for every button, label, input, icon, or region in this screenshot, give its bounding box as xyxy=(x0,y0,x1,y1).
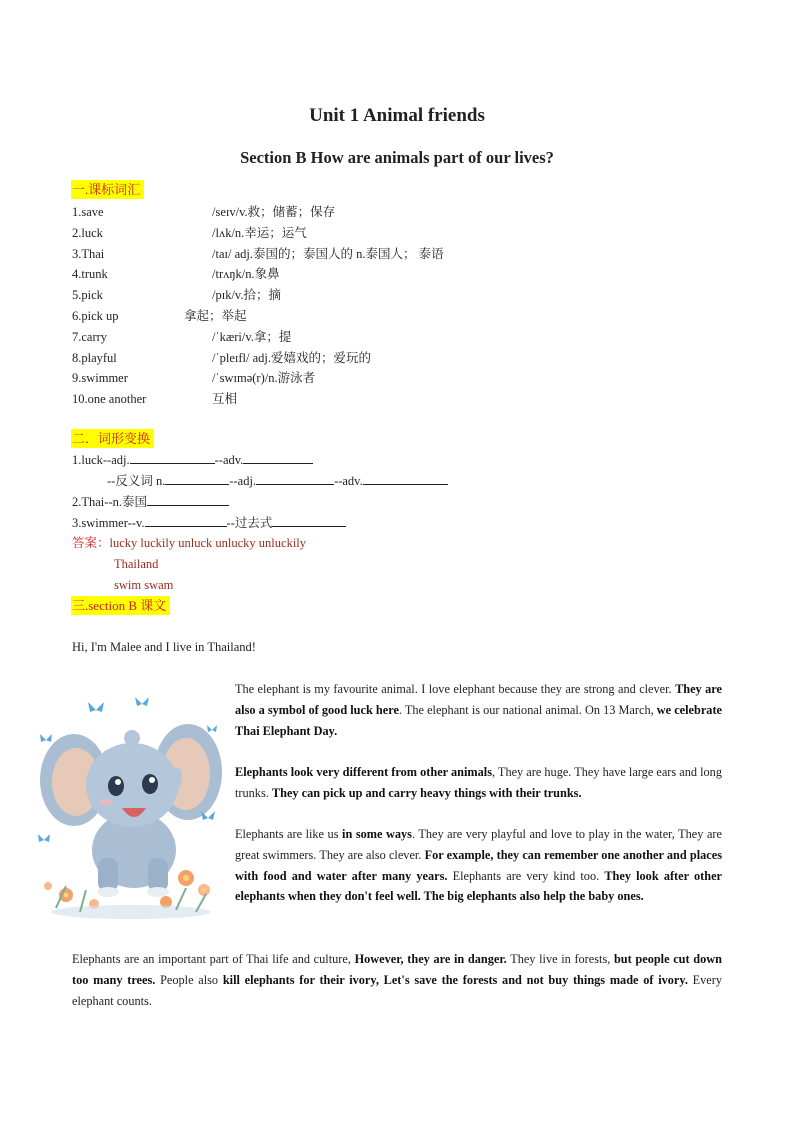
elephant-illustration xyxy=(36,690,226,922)
answer-line: 答案：lucky luckily unluck unlucky unluckily xyxy=(72,536,307,550)
paragraph-4: Elephants are an important part of Thai life and culture, However, they are in danger. They live in forests, but people cut down too many trees. People also kill elephants for their ivory, Let's save the forests and not buy things made of ivory. Every elephant counts. xyxy=(72,952,723,1008)
word-form-line: 2.Thai--n.泰国 xyxy=(72,492,229,512)
text-heading: 三.section B 课文 xyxy=(71,596,170,615)
answer-line: swim swam xyxy=(114,578,174,592)
paragraph-3: Elephants are like us in some ways. They are very playful and love to play in the water, They are great swimmers. They are also clever. For example, they can remember one another and places with food and water after many years. Elephants are very kind too. They look after other elephants when they don't feel well. The big elephants also help the baby ones. xyxy=(235,827,722,904)
vocab-heading: 一.课标词汇 xyxy=(71,180,144,199)
intro-line: Hi, I'm Malee and I live in Thailand! xyxy=(72,640,256,654)
word-form-line: --反义词 n. --adj. --adv. xyxy=(107,471,448,491)
answer-line: Thailand xyxy=(114,557,159,571)
paragraph-2: Elephants look very different from other animals, They are huge. They have large ears and long trunks. They can pick up and carry heavy things with their trunks. xyxy=(235,765,722,800)
unit-title: Unit 1 Animal friends xyxy=(309,105,485,126)
word-forms-heading: 二．词形变换 xyxy=(71,429,154,448)
word-form-line: 1.luck--adj. --adv. xyxy=(72,450,313,470)
elephant-icon xyxy=(36,690,226,922)
answer-label: 答案： xyxy=(72,536,110,550)
section-title: Section B How are animals part of our lives? xyxy=(240,148,554,167)
paragraph-1: The elephant is my favourite animal. I love elephant because they are strong and clever. They are also a symbol of good luck here. The elephant is our national animal. On 13 March, we celebrate Thai Elephant Day. xyxy=(235,682,722,738)
word-form-line: 3.swimmer--v. --过去式 xyxy=(72,513,346,533)
